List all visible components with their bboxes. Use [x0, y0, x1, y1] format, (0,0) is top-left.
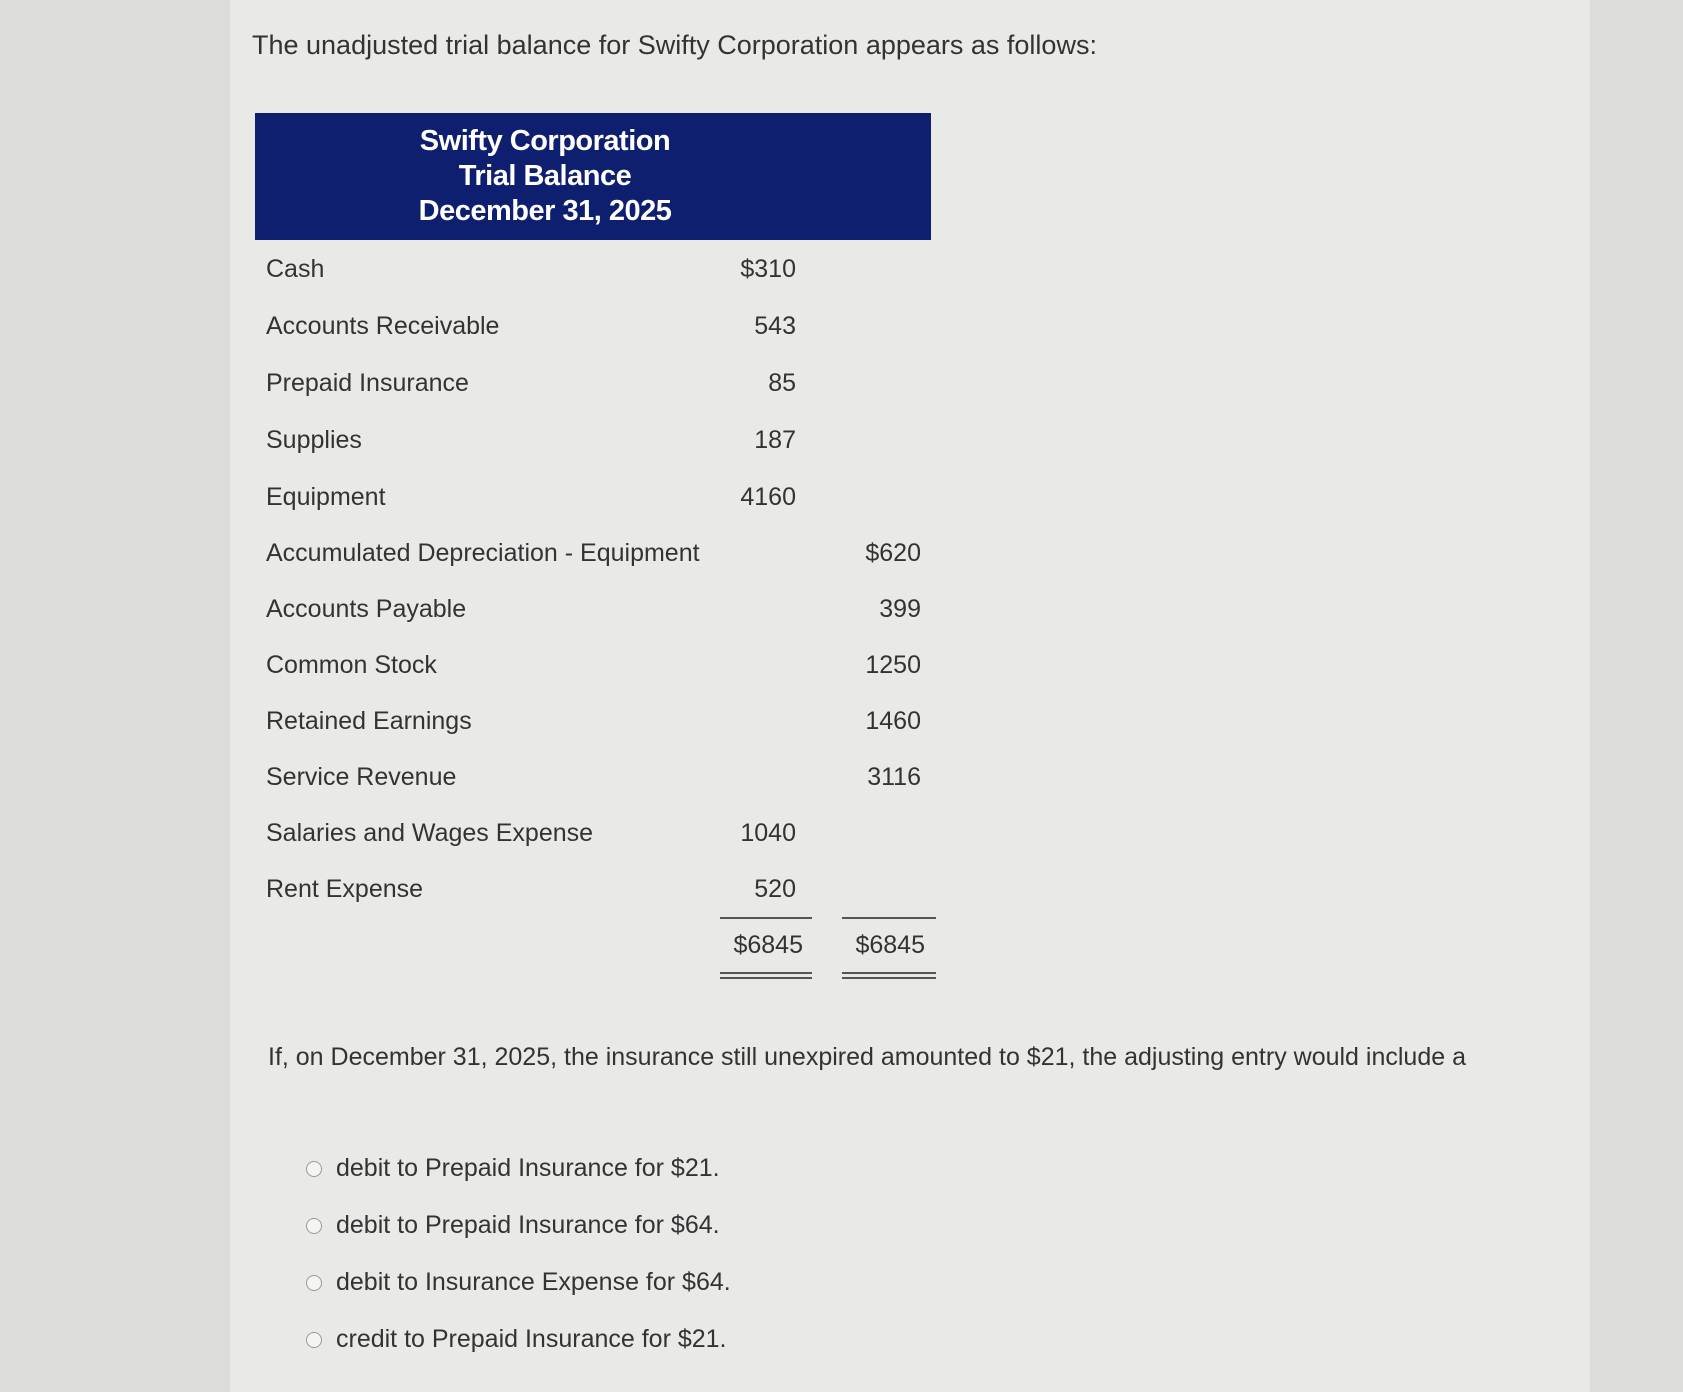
company-name: Swifty Corporation [419, 125, 671, 157]
answer-option[interactable] [306, 1211, 720, 1240]
credit-amount: 3116 [867, 763, 921, 791]
account-name: Equipment [266, 483, 386, 511]
table-row [266, 539, 946, 579]
debit-amount: 1040 [740, 819, 796, 847]
question-text: If, on December 31, 2025, the insurance still unexpired amounted to $21, the adjusting entry would include a [268, 1043, 1466, 1071]
table-row [266, 255, 946, 295]
credit-amount: 1460 [865, 707, 921, 735]
radio-button-icon[interactable] [306, 1332, 322, 1348]
credit-double-rule-top [842, 972, 936, 974]
account-name: Accumulated Depreciation - Equipment [266, 539, 700, 567]
account-name: Retained Earnings [266, 707, 472, 735]
table-row [266, 369, 946, 409]
trial-balance-header [255, 113, 931, 240]
table-row [266, 651, 946, 691]
account-name: Service Revenue [266, 763, 457, 791]
debit-total: $6845 [733, 931, 803, 959]
radio-button-icon[interactable] [306, 1161, 322, 1177]
option-label: debit to Prepaid Insurance for $64. [336, 1211, 720, 1239]
answer-option[interactable] [306, 1154, 720, 1183]
intro-text: The unadjusted trial balance for Swifty Corporation appears as follows: [252, 30, 1097, 60]
table-row [266, 312, 946, 352]
table-row [266, 707, 946, 747]
debit-amount: 187 [754, 426, 796, 454]
debit-double-rule-top [720, 972, 812, 974]
credit-total-rule [842, 917, 936, 919]
option-label: debit to Insurance Expense for $64. [336, 1268, 731, 1296]
answer-option[interactable] [306, 1325, 727, 1354]
debit-amount: 85 [768, 369, 796, 397]
account-name: Prepaid Insurance [266, 369, 469, 397]
debit-amount: 543 [754, 312, 796, 340]
table-row [266, 483, 946, 523]
radio-button-icon[interactable] [306, 1218, 322, 1234]
debit-total-rule [720, 917, 812, 919]
table-row [266, 595, 946, 635]
account-name: Common Stock [266, 651, 437, 679]
option-label: debit to Prepaid Insurance for $21. [336, 1154, 720, 1182]
table-row [266, 875, 946, 915]
credit-double-rule-bottom [842, 977, 936, 979]
option-label: credit to Prepaid Insurance for $21. [336, 1325, 727, 1353]
table-row [266, 763, 946, 803]
debit-amount: 520 [754, 875, 796, 903]
statement-title: Trial Balance [458, 160, 632, 192]
account-name: Supplies [266, 426, 362, 454]
debit-amount: 4160 [740, 483, 796, 511]
credit-total: $6845 [855, 931, 925, 959]
account-name: Accounts Receivable [266, 312, 500, 340]
account-name: Cash [266, 255, 325, 283]
credit-amount: $620 [865, 539, 921, 567]
debit-amount: $310 [740, 255, 796, 283]
credit-amount: 399 [879, 595, 921, 623]
account-name: Accounts Payable [266, 595, 467, 623]
table-row [266, 426, 946, 466]
radio-button-icon[interactable] [306, 1275, 322, 1291]
table-row [266, 819, 946, 859]
account-name: Salaries and Wages Expense [266, 819, 594, 847]
account-name: Rent Expense [266, 875, 424, 903]
debit-double-rule-bottom [720, 977, 812, 979]
statement-date: December 31, 2025 [418, 195, 672, 227]
answer-option[interactable] [306, 1268, 731, 1297]
credit-amount: 1250 [865, 651, 921, 679]
